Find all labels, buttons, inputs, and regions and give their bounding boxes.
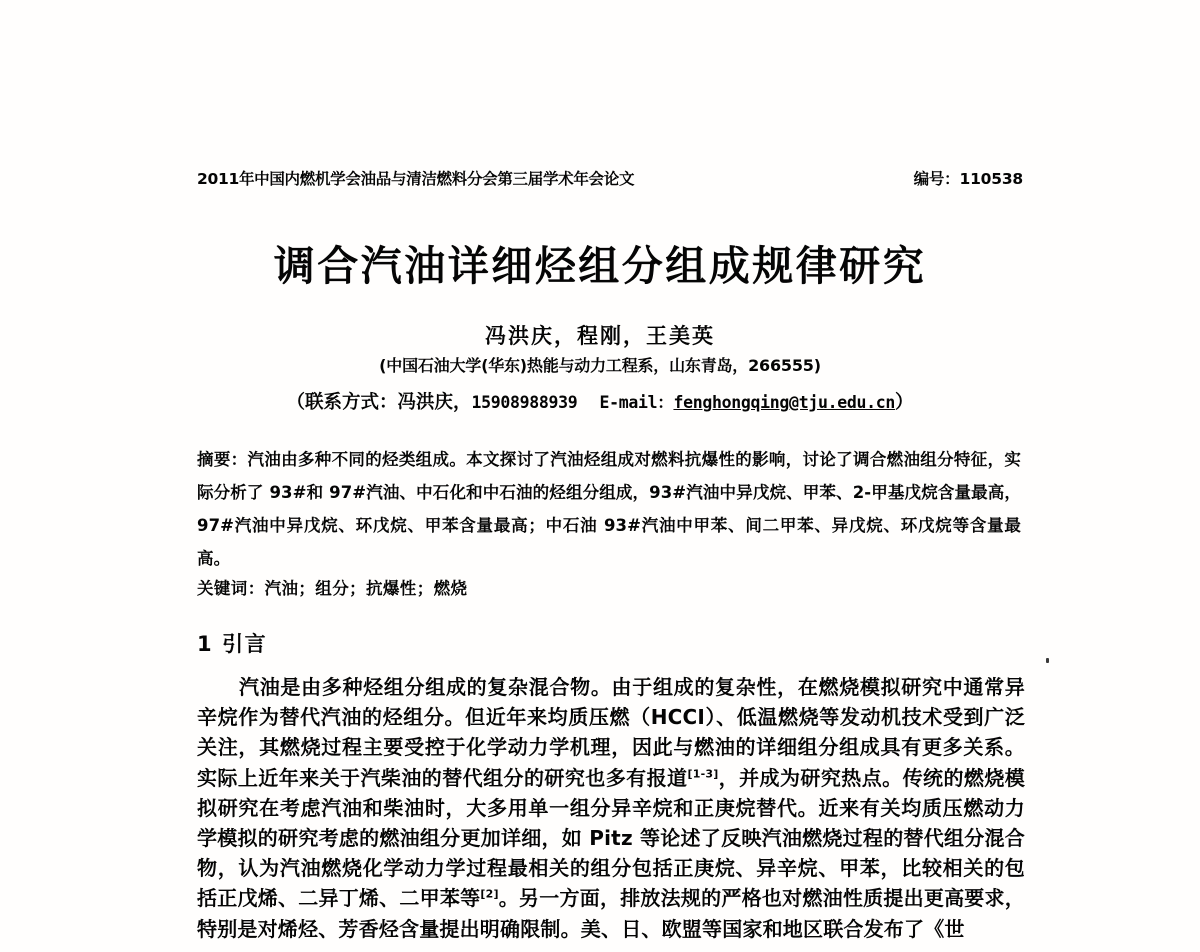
running-header xyxy=(197,167,1025,189)
abstract-label: 摘要： xyxy=(197,450,248,469)
contact-suffix: ） xyxy=(895,392,914,413)
citation-ref-1: [1-3] xyxy=(687,766,719,780)
body-text-part-3: 。另一方面，排放法规的严格也对燃油性质提出更高要求，特别是对烯烃、芳香烃含量提出明确限制。美、日、欧盟等国家和地区联合发布了《世 xyxy=(197,886,1025,941)
keywords-label: 关键词： xyxy=(197,579,265,598)
page-title: 调合汽油详细烃组分组成规律研究 xyxy=(273,242,927,290)
conference-title: 2011年中国内燃机学会油品与清洁燃料分会第三届学术年会论文 xyxy=(197,170,635,188)
abstract-block xyxy=(197,443,1021,575)
contact-line xyxy=(0,388,1200,414)
email-address[interactable]: fenghongqing@tju.edu.cn xyxy=(673,393,896,412)
body-paragraph xyxy=(197,672,1025,944)
scan-artifact-speck xyxy=(1046,658,1049,663)
body-text-part-1: 汽油是由多种烃组分组成的复杂混合物。由于组成的复杂性，在燃烧模拟研究中通常异辛烷作为替代汽油的烃组分。但近年来均质压燃（HCCI）、低温燃烧等发动机技术受到广泛关注，其燃烧过程主要受控于化学动力学机理，因此与燃油的详细组分组成具有更多关系。实际上近年来关于汽柴油的替代组分的研究也多有报道 xyxy=(197,675,1025,790)
contact-prefix: （联系方式：冯洪庆， xyxy=(286,392,472,413)
paper-number: 编号：110538 xyxy=(913,170,1023,188)
abstract-text: 汽油由多种不同的烃类组成。本文探讨了汽油烃组成对燃料抗爆性的影响，讨论了调合燃油组分特征，实际分析了 93#和 97#汽油、中石化和中石油的烃组分组成，93#汽油中异戊烷、甲苯、2-甲基戊烷含量最高，97#汽油中异戊烷、环戊烷、甲苯含量最高；中石油 93#汽油中甲苯、间二甲苯、异戊烷、环戊烷等含量最高。 xyxy=(197,450,1021,568)
author-list: 冯洪庆，程刚，王美英 xyxy=(485,324,715,348)
section-number: 1 xyxy=(197,632,214,656)
email-label: E-mail： xyxy=(599,393,674,412)
keywords-block xyxy=(197,575,1021,599)
contact-phone: 15908988939 xyxy=(471,393,578,412)
keywords-text: 汽油；组分；抗爆性；燃烧 xyxy=(264,579,468,598)
section-heading xyxy=(197,628,267,658)
section-title: 引言 xyxy=(222,632,268,656)
citation-ref-2: [2] xyxy=(480,887,499,901)
affiliation: (中国石油大学(华东)热能与动力工程系，山东青岛，266555) xyxy=(379,356,821,375)
body-text-part-2: ，并成为研究热点。传统的燃烧模拟研究在考虑汽油和柴油时，大多用单一组分异辛烷和正庚烷替代。近来有关均质压燃动力学模拟的研究考虑的燃油组分更加详细，如 Pitz 等论述了反映汽油燃烧过程的替代组分混合物，认为汽油燃烧化学动力学过程最相关的组分包括正庚烷、异辛烷、甲苯，比较相关的包括正戊烯、二异丁烯、二甲苯等 xyxy=(197,765,1025,911)
